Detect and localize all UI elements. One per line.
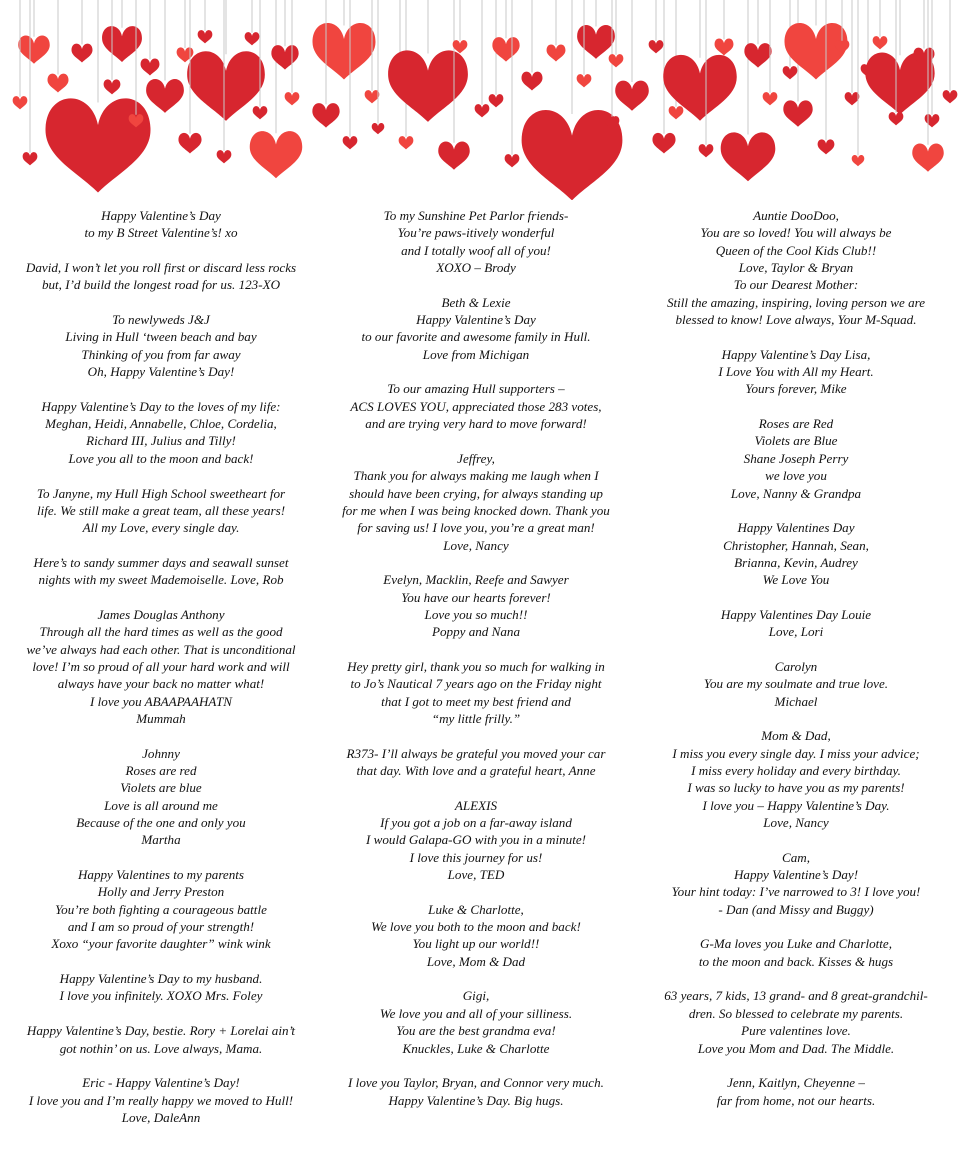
message-line: You are the best grandma eva! — [396, 1023, 556, 1039]
message-line: Mummah — [136, 710, 186, 726]
heart-icon — [18, 36, 50, 64]
message-line: dren. So blessed to celebrate my parents. — [688, 1005, 904, 1021]
message-line: I love you – Happy Valentine’s Day. — [702, 797, 890, 813]
heart-icon — [852, 155, 865, 166]
valentine-message — [326, 450, 626, 554]
message-line: nights with my sweet Mademoiselle. Love, Rob — [38, 572, 284, 588]
message-line: love! I’m so proud of all your hard work and will — [32, 658, 290, 674]
message-line: I love you ABAAPAAHATN — [90, 693, 232, 709]
message-line: XOXO – Brody — [436, 260, 516, 276]
heart-icon — [669, 106, 684, 119]
message-line: You are so loved! You will always be — [700, 225, 892, 241]
message-line: R373- I’ll always be grateful you moved your car — [346, 745, 606, 761]
message-line: Yours forever, Mike — [745, 381, 847, 397]
heart-icon — [365, 90, 380, 103]
message-line: Happy Valentines Day — [737, 520, 855, 536]
heart-icon — [198, 30, 213, 43]
message-line: Cam, — [781, 849, 810, 865]
message-line: I Love You with All my Heart. — [718, 364, 874, 380]
valentine-message — [2, 866, 320, 953]
message-line: to Jo’s Nautical 7 years ago on the Friday night — [350, 676, 602, 692]
message-line: Queen of the Cool Kids Club!! — [715, 242, 877, 258]
message-line: Through all the hard times as well as the good — [39, 624, 283, 640]
heart-icon — [912, 144, 944, 172]
message-line: To newlyweds J&J — [112, 312, 210, 328]
message-line: Love from Michigan — [422, 346, 530, 362]
valentine-message — [326, 658, 626, 727]
message-line: Gigi, — [462, 988, 490, 1004]
valentine-message — [326, 571, 626, 640]
heart-icon — [577, 25, 615, 59]
heart-icon — [141, 59, 160, 76]
message-line: To our amazing Hull supporters – — [387, 381, 565, 397]
message-line: Happy Valentine’s Day. Big hugs. — [388, 1092, 564, 1108]
heart-icon — [845, 92, 860, 105]
message-line: You light up our world!! — [412, 936, 540, 952]
valentine-message — [2, 259, 320, 294]
valentine-message — [646, 519, 946, 588]
message-line: and I totally woof all of you! — [401, 242, 551, 258]
heart-icon — [699, 144, 714, 157]
heart-icon — [475, 104, 490, 117]
message-line: and I am so proud of your strength! — [67, 919, 255, 935]
heart-icon — [245, 32, 260, 45]
valentine-message — [646, 1074, 946, 1109]
message-line: for me when I was being knocked down. Thank you — [342, 502, 610, 518]
valentine-message — [2, 398, 320, 467]
hanging-hearts-banner — [0, 0, 978, 200]
valentine-message — [646, 207, 946, 328]
message-line: Thinking of you from far away — [81, 346, 241, 362]
message-line: got nothin’ on us. Love always, Mama. — [59, 1040, 263, 1056]
heart-icon — [343, 136, 358, 149]
valentine-message — [326, 1074, 626, 1109]
message-line: to our favorite and awesome family in Hull. — [361, 329, 591, 345]
message-line: If you got a job on a far-away island — [380, 815, 572, 831]
message-line: ALEXIS — [454, 797, 498, 813]
valentine-message — [2, 1022, 320, 1057]
message-line: You’re paws-itively wonderful — [397, 225, 555, 241]
message-line: Oh, Happy Valentine’s Day! — [87, 364, 235, 380]
message-line: Meghan, Heidi, Annabelle, Chloe, Cordelia, — [45, 416, 277, 432]
message-line: Knuckles, Luke & Charlotte — [402, 1040, 550, 1056]
valentine-message — [2, 606, 320, 727]
message-line: Roses are red — [125, 763, 197, 778]
heart-icon — [253, 106, 268, 119]
message-line: I love you infinitely. XOXO Mrs. Foley — [59, 988, 263, 1004]
message-line: Holly and Jerry Preston — [97, 884, 225, 900]
message-line: Carolyn — [774, 658, 818, 674]
valentine-message — [646, 415, 946, 502]
message-line: Happy Valentines to my parents — [77, 867, 245, 883]
message-line: Luke & Charlotte, — [428, 901, 524, 917]
message-line: You have our hearts forever! — [401, 589, 551, 605]
heart-icon — [649, 40, 664, 53]
heart-icon — [873, 36, 888, 49]
message-line: Violets are Blue — [754, 433, 838, 449]
message-line: I miss every holiday and every birthday. — [691, 763, 901, 778]
valentine-message — [326, 901, 626, 970]
message-line: to the moon and back. Kisses & hugs — [698, 953, 894, 969]
message-line: To our Dearest Mother: — [733, 277, 859, 293]
heart-icon — [818, 139, 835, 154]
message-line: David, I won’t let you roll first or discard less rocks — [25, 260, 297, 276]
message-line: Love, Nanny & Grandpa — [730, 485, 862, 501]
heart-icon — [217, 150, 232, 163]
message-line: Happy Valentine’s Day Lisa, — [721, 346, 871, 362]
message-line: Living in Hull ‘tween beach and bay — [65, 329, 257, 345]
message-line: I love this journey for us! — [409, 849, 543, 865]
heart-icon — [652, 133, 675, 154]
message-line: always have your back no matter what! — [57, 676, 265, 692]
message-line: Love, Mom & Dad — [426, 953, 526, 969]
message-line: I miss you every single day. I miss your advice; — [672, 745, 920, 761]
message-line: To my Sunshine Pet Parlor friends- — [383, 208, 569, 223]
message-line: Love you so much!! — [424, 606, 528, 622]
heart-icon — [399, 136, 414, 149]
message-line: to my B Street Valentine’s! xo — [84, 225, 238, 241]
valentine-message — [646, 658, 946, 710]
valentine-message — [646, 849, 946, 918]
heart-icon — [783, 66, 798, 79]
heart-icon — [146, 79, 184, 113]
message-line: Happy Valentine’s Day! — [733, 867, 859, 883]
message-line: should have been crying, for always standing up — [349, 485, 603, 501]
message-line: Martha — [141, 832, 181, 848]
message-line: we love you — [765, 468, 827, 484]
message-line: I would Galapa-GO with you in a minute! — [365, 832, 587, 848]
message-line: for saving us! I love you, you’re a great man! — [357, 520, 595, 536]
message-line: All my Love, every single day. — [82, 520, 240, 536]
message-line: Love you all to the moon and back! — [68, 450, 254, 466]
heart-icon — [783, 100, 812, 126]
message-line: Love, Nancy — [763, 815, 829, 831]
message-line: Love, TED — [447, 867, 505, 883]
message-line: I love you Taylor, Bryan, and Connor very much. — [348, 1075, 604, 1091]
message-line: that I got to meet my best friend and — [381, 693, 571, 709]
heart-icon — [438, 142, 470, 170]
message-line: we’ve always had each other. That is unconditional — [26, 641, 296, 657]
heart-icon — [104, 79, 121, 94]
valentine-message — [2, 311, 320, 380]
message-line: Pure valentines love. — [741, 1023, 851, 1039]
valentine-message — [2, 745, 320, 849]
valentine-message — [2, 485, 320, 537]
heart-icon — [453, 40, 468, 53]
message-line: We Love You — [762, 572, 830, 588]
valentine-message — [326, 207, 626, 276]
heart-icon — [889, 112, 904, 125]
message-line: Happy Valentines Day Louie — [720, 606, 872, 622]
message-line: Evelyn, Macklin, Reefe and Sawyer — [383, 572, 569, 588]
message-line: life. We still make a great team, all these years! — [36, 502, 286, 518]
message-line: Happy Valentine’s Day — [416, 312, 536, 328]
message-line: You are my soulmate and true love. — [703, 676, 889, 692]
message-line: blessed to know! Love always, Your M-Squad. — [675, 312, 917, 328]
message-line: Here’s to sandy summer days and seawall sunset — [33, 554, 289, 570]
message-line: 63 years, 7 kids, 13 grand- and 8 great-grandchil- — [664, 988, 928, 1004]
heart-icon — [46, 98, 151, 192]
message-line: Your hint today: I’ve narrowed to 3! I love you! — [671, 884, 921, 900]
messages-column-right — [646, 207, 946, 1126]
heart-icon — [178, 133, 201, 154]
message-line: Thank you for always making me laugh when I — [353, 468, 599, 484]
message-line: Christopher, Hannah, Sean, — [723, 537, 869, 553]
message-line: Mom & Dad, — [761, 728, 831, 744]
message-line: Beth & Lexie — [441, 294, 511, 310]
message-line: Michael — [774, 693, 818, 709]
valentine-message — [2, 970, 320, 1005]
message-line: far from home, not our hearts. — [716, 1092, 876, 1108]
message-line: James Douglas Anthony — [97, 606, 225, 622]
messages-column-left — [2, 207, 320, 1144]
message-line: Love is all around me — [104, 797, 218, 813]
message-line: Love you Mom and Dad. The Middle. — [697, 1040, 895, 1056]
heart-icon — [313, 23, 376, 79]
valentine-message — [326, 987, 626, 1056]
heart-icon — [721, 132, 776, 181]
heart-icon — [609, 54, 624, 67]
valentine-message — [326, 797, 626, 884]
heart-icon — [48, 74, 69, 93]
valentine-message — [2, 554, 320, 589]
message-line: Hey pretty girl, thank you so much for walking in — [347, 658, 605, 674]
valentine-message — [646, 987, 946, 1056]
valentine-message — [326, 294, 626, 363]
message-line: Jeffrey, — [457, 450, 495, 466]
message-line: ACS LOVES YOU, appreciated those 283 votes, — [350, 398, 602, 414]
valentine-message — [646, 935, 946, 970]
message-line: Shane Joseph Perry — [743, 450, 849, 466]
message-line: Love, Nancy — [443, 537, 509, 553]
valentine-message — [646, 346, 946, 398]
valentine-message — [646, 727, 946, 831]
message-line: Still the amazing, inspiring, loving person we are — [666, 294, 926, 310]
message-line: I love you and I’m really happy we moved to Hull! — [28, 1092, 294, 1108]
heart-icon — [943, 90, 958, 103]
valentine-message — [2, 1074, 320, 1126]
heart-icon — [271, 45, 298, 69]
heart-icon — [372, 123, 385, 134]
messages-column-middle — [326, 207, 626, 1126]
message-line: Happy Valentine’s Day, bestie. Rory + Lorelai ain’t — [26, 1023, 296, 1039]
heart-icon — [715, 39, 734, 56]
message-line: Richard III, Julius and Tilly! — [86, 433, 236, 449]
heart-icon — [505, 154, 520, 167]
message-line: Because of the one and only you — [76, 815, 246, 831]
message-line: Love, DaleAnn — [121, 1109, 201, 1125]
message-line: We love you both to the moon and back! — [371, 919, 581, 935]
message-line: but, I’d build the longest road for us. 123-XO — [41, 277, 281, 293]
heart-icon — [615, 81, 649, 111]
valentine-message — [326, 745, 626, 780]
message-line: that day. With love and a grateful heart, Anne — [356, 763, 596, 778]
message-line: Roses are Red — [758, 416, 834, 432]
heart-icon — [285, 92, 300, 105]
message-line: and are trying very hard to move forward! — [365, 416, 587, 432]
message-line: G-Ma loves you Luke and Charlotte, — [699, 936, 892, 952]
heart-icon — [23, 152, 38, 165]
heart-icon — [388, 50, 468, 122]
heart-icon — [250, 131, 303, 178]
message-line: Happy Valentine’s Day to my husband. — [59, 971, 263, 987]
message-line: Auntie DooDoo, — [753, 208, 839, 223]
heart-icon — [763, 92, 778, 105]
heart-icon — [13, 96, 28, 109]
heart-icon — [522, 72, 543, 91]
message-line: - Dan (and Missy and Buggy) — [718, 901, 874, 917]
message-line: Happy Valentine’s Day — [101, 208, 221, 223]
message-line: To Janyne, my Hull High School sweetheart for — [36, 485, 286, 501]
message-line: Johnny — [142, 745, 180, 761]
heart-icon — [312, 103, 339, 127]
message-line: Jenn, Kaitlyn, Cheyenne – — [727, 1075, 865, 1091]
heart-icon — [72, 44, 93, 63]
message-line: You’re both fighting a courageous battle — [55, 901, 267, 917]
valentine-message — [646, 606, 946, 641]
message-line: Violets are blue — [120, 780, 202, 796]
message-line: Love, Taylor & Bryan — [738, 260, 854, 276]
message-line: Poppy and Nana — [431, 624, 520, 640]
message-line: “my little frilly.” — [431, 710, 521, 726]
message-line: We love you and all of your silliness. — [379, 1005, 573, 1021]
heart-icon — [925, 114, 940, 127]
heart-icon — [577, 74, 592, 87]
valentine-message — [326, 380, 626, 432]
heart-icon — [547, 45, 566, 62]
message-line: Xoxo “your favorite daughter” wink wink — [51, 936, 271, 952]
valentine-message — [2, 207, 320, 242]
message-line: Love, Lori — [768, 624, 824, 640]
message-line: Brianna, Kevin, Audrey — [734, 554, 858, 570]
heart-icon — [489, 94, 504, 107]
message-line: Eric - Happy Valentine’s Day! — [82, 1075, 240, 1091]
message-line: I was so lucky to have you as my parents! — [687, 780, 905, 796]
message-line: Happy Valentine’s Day to the loves of my life: — [41, 398, 281, 414]
